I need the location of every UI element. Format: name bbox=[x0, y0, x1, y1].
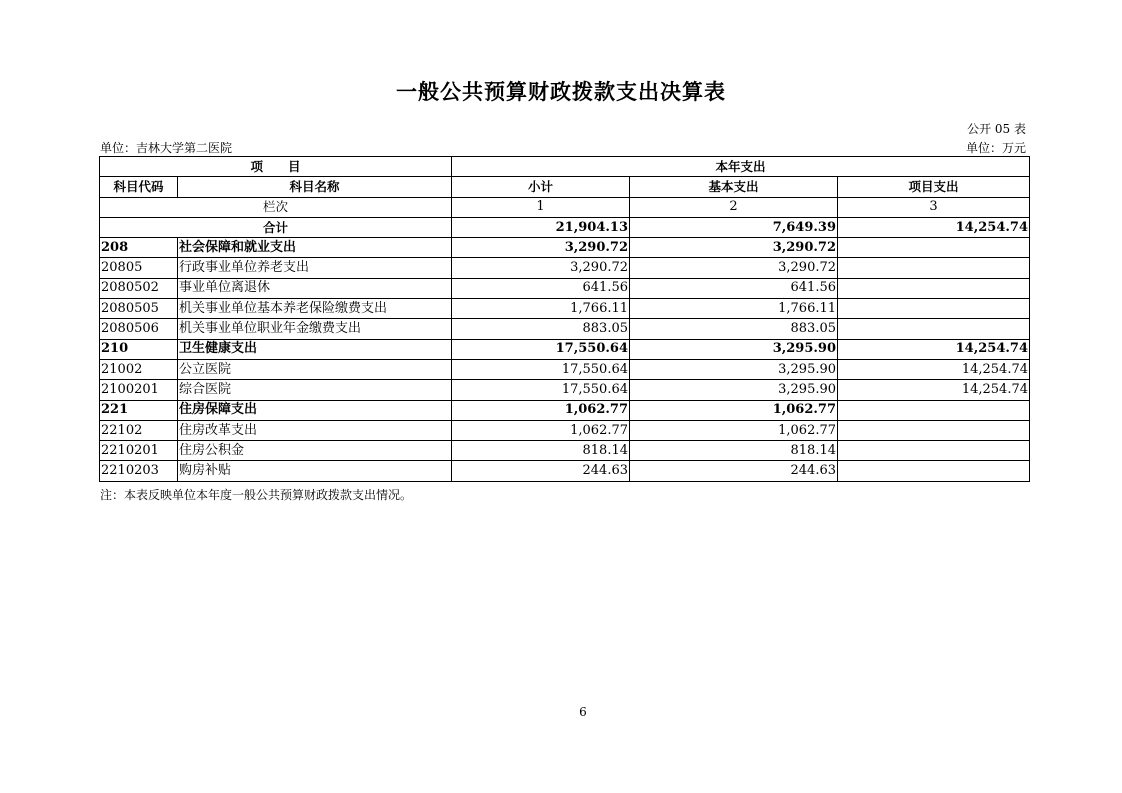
row-name: 综合医院 bbox=[178, 380, 452, 400]
row-code: 22102 bbox=[100, 420, 178, 440]
row-project bbox=[838, 420, 1030, 440]
total-basic: 7,649.39 bbox=[630, 217, 838, 237]
row-basic: 883.05 bbox=[630, 319, 838, 339]
row-project bbox=[838, 400, 1030, 420]
row-name: 卫生健康支出 bbox=[178, 339, 452, 359]
row-project bbox=[838, 238, 1030, 258]
total-project: 14,254.74 bbox=[838, 217, 1030, 237]
row-name: 机关事业单位职业年金缴费支出 bbox=[178, 319, 452, 339]
column-number-3: 3 bbox=[838, 197, 1030, 217]
header-name: 科目名称 bbox=[178, 177, 452, 197]
row-name: 住房保障支出 bbox=[178, 400, 452, 420]
table-row bbox=[100, 461, 1030, 481]
row-code: 21002 bbox=[100, 359, 178, 379]
row-subtotal: 17,550.64 bbox=[452, 339, 630, 359]
row-project: 14,254.74 bbox=[838, 339, 1030, 359]
row-project: 14,254.74 bbox=[838, 380, 1030, 400]
row-basic: 3,290.72 bbox=[630, 238, 838, 258]
table-row bbox=[100, 299, 1030, 319]
row-project bbox=[838, 299, 1030, 319]
row-name: 购房补贴 bbox=[178, 461, 452, 481]
expenditure-table bbox=[99, 156, 1030, 482]
currency-unit: 单位：万元 bbox=[965, 141, 1026, 155]
row-basic: 1,062.77 bbox=[630, 400, 838, 420]
total-subtotal: 21,904.13 bbox=[452, 217, 630, 237]
row-name: 公立医院 bbox=[178, 359, 452, 379]
row-project bbox=[838, 258, 1030, 278]
row-project bbox=[838, 461, 1030, 481]
header-basic: 基本支出 bbox=[630, 177, 838, 197]
row-subtotal: 883.05 bbox=[452, 319, 630, 339]
table-note: 注：本表反映单位本年度一般公共预算财政拨款支出情况。 bbox=[100, 488, 413, 502]
table-row bbox=[100, 319, 1030, 339]
row-name: 住房改革支出 bbox=[178, 420, 452, 440]
row-project: 14,254.74 bbox=[838, 359, 1030, 379]
row-code: 2100201 bbox=[100, 380, 178, 400]
header-row-2 bbox=[100, 177, 1030, 197]
row-code: 2080502 bbox=[100, 278, 178, 298]
total-row bbox=[100, 217, 1030, 237]
header-item-group: 项 目 bbox=[100, 157, 452, 177]
row-project bbox=[838, 319, 1030, 339]
row-code: 2210203 bbox=[100, 461, 178, 481]
row-code: 2080505 bbox=[100, 299, 178, 319]
table-row bbox=[100, 339, 1030, 359]
row-project bbox=[838, 278, 1030, 298]
row-subtotal: 3,290.72 bbox=[452, 238, 630, 258]
row-subtotal: 818.14 bbox=[452, 441, 630, 461]
row-code: 210 bbox=[100, 339, 178, 359]
column-label: 栏次 bbox=[100, 197, 452, 217]
header-row-1 bbox=[100, 157, 1030, 177]
row-subtotal: 17,550.64 bbox=[452, 359, 630, 379]
organization-unit: 单位：吉林大学第二医院 bbox=[100, 141, 233, 155]
row-basic: 1,766.11 bbox=[630, 299, 838, 319]
page-number: 6 bbox=[579, 705, 587, 719]
row-subtotal: 3,290.72 bbox=[452, 258, 630, 278]
row-basic: 244.63 bbox=[630, 461, 838, 481]
page-title: 一般公共预算财政拨款支出决算表 bbox=[396, 79, 726, 104]
column-number-1: 1 bbox=[452, 197, 630, 217]
row-name: 住房公积金 bbox=[178, 441, 452, 461]
row-basic: 641.56 bbox=[630, 278, 838, 298]
row-code: 221 bbox=[100, 400, 178, 420]
header-project: 项目支出 bbox=[838, 177, 1030, 197]
row-basic: 3,295.90 bbox=[630, 339, 838, 359]
row-name: 事业单位离退休 bbox=[178, 278, 452, 298]
row-subtotal: 1,062.77 bbox=[452, 420, 630, 440]
row-code: 20805 bbox=[100, 258, 178, 278]
form-number: 公开 05 表 bbox=[967, 122, 1026, 136]
row-code: 2210201 bbox=[100, 441, 178, 461]
header-subtotal: 小计 bbox=[452, 177, 630, 197]
table-row bbox=[100, 258, 1030, 278]
row-name: 社会保障和就业支出 bbox=[178, 238, 452, 258]
table-row bbox=[100, 441, 1030, 461]
row-basic: 818.14 bbox=[630, 441, 838, 461]
row-basic: 3,295.90 bbox=[630, 359, 838, 379]
row-name: 行政事业单位养老支出 bbox=[178, 258, 452, 278]
row-basic: 1,062.77 bbox=[630, 420, 838, 440]
row-basic: 3,290.72 bbox=[630, 258, 838, 278]
table-row bbox=[100, 359, 1030, 379]
row-subtotal: 1,766.11 bbox=[452, 299, 630, 319]
row-name: 机关事业单位基本养老保险缴费支出 bbox=[178, 299, 452, 319]
total-label: 合计 bbox=[100, 217, 452, 237]
header-expense-group: 本年支出 bbox=[452, 157, 1030, 177]
row-code: 2080506 bbox=[100, 319, 178, 339]
column-number-row bbox=[100, 197, 1030, 217]
row-code: 208 bbox=[100, 238, 178, 258]
column-number-2: 2 bbox=[630, 197, 838, 217]
table-row bbox=[100, 278, 1030, 298]
table-row bbox=[100, 238, 1030, 258]
table-row bbox=[100, 420, 1030, 440]
header-code: 科目代码 bbox=[100, 177, 178, 197]
row-project bbox=[838, 441, 1030, 461]
row-subtotal: 244.63 bbox=[452, 461, 630, 481]
row-subtotal: 1,062.77 bbox=[452, 400, 630, 420]
row-subtotal: 641.56 bbox=[452, 278, 630, 298]
table-row bbox=[100, 380, 1030, 400]
row-basic: 3,295.90 bbox=[630, 380, 838, 400]
row-subtotal: 17,550.64 bbox=[452, 380, 630, 400]
table-row bbox=[100, 400, 1030, 420]
